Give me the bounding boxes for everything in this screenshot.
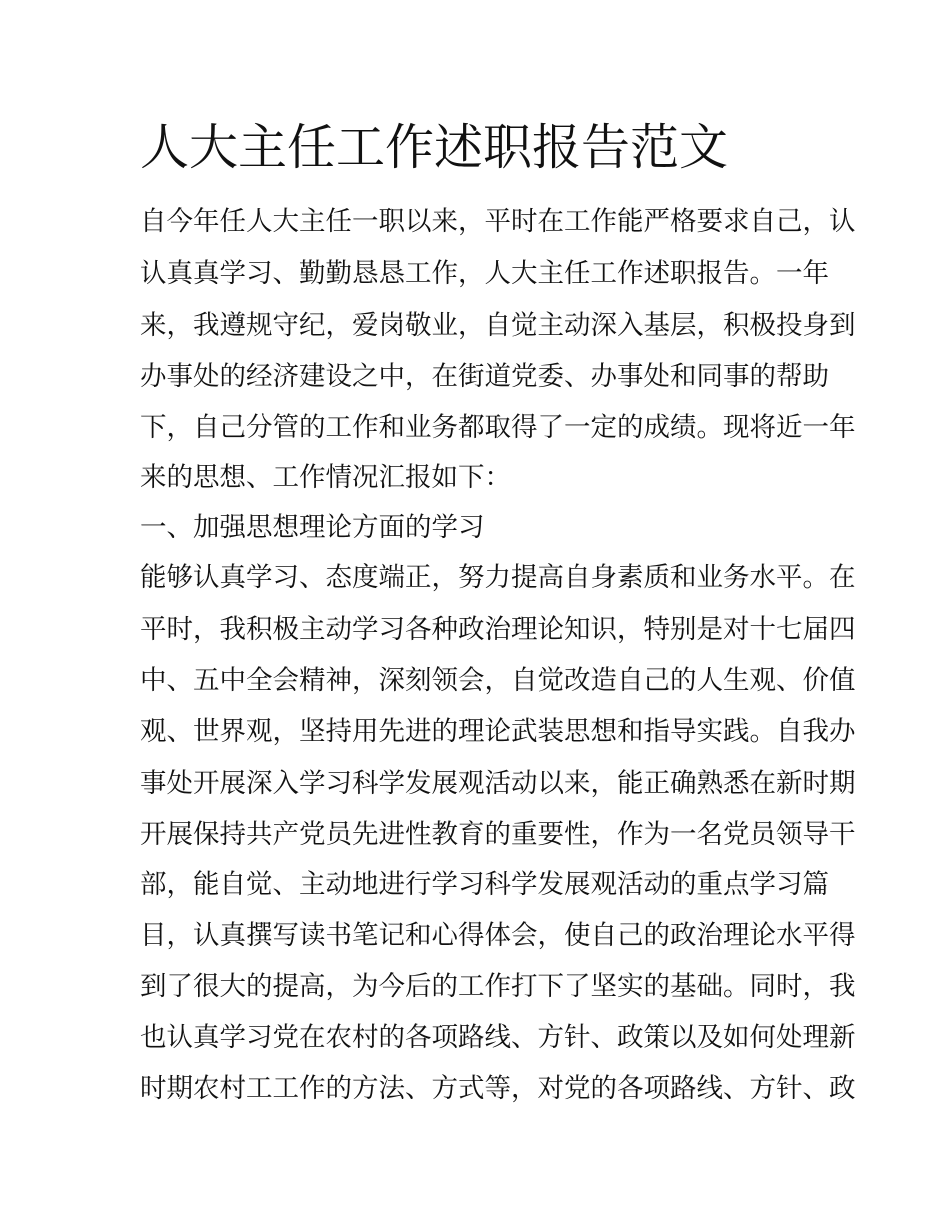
text-line: 下，自己分管的工作和业务都取得了一定的成绩。现将近一年 [140, 412, 856, 443]
text-line: 目，认真撰写读书笔记和心得体会，使自己的政治理论水平得 [140, 920, 856, 951]
section-heading: 一、加强思想理论方面的学习 [140, 512, 485, 543]
text-line: 时期农村工工作的方法、方式等，对党的各项路线、方针、政 [140, 1073, 856, 1104]
text-line: 中、五中全会精神，深刻领会，自觉改造自己的人生观、价值 [140, 665, 856, 696]
text-line: 办事处的经济建设之中，在街道党委、办事处和同事的帮助 [140, 361, 829, 392]
text-line: 开展保持共产党员先进性教育的重要性，作为一名党员领导干 [140, 819, 856, 850]
text-line: 平时，我积极主动学习各种政治理论知识，特别是对十七届四 [140, 614, 856, 645]
text-line: 来，我遵规守纪，爱岗敬业，自觉主动深入基层，积极投身到 [140, 310, 856, 341]
text-line: 部，能自觉、主动地进行学习科学发展观活动的重点学习篇 [140, 869, 829, 900]
text-line: 也认真学习党在农村的各项路线、方针、政策以及如何处理新 [140, 1022, 856, 1053]
text-line: 能够认真学习、态度端正，努力提高自身素质和业务水平。在 [140, 562, 856, 593]
text-line: 认真真学习、勤勤恳恳工作，人大主任工作述职报告。一年 [140, 258, 829, 289]
text-line: 观、世界观，坚持用先进的理论武装思想和指导实践。自我办 [140, 716, 856, 747]
text-line: 事处开展深入学习科学发展观活动以来，能正确熟悉在新时期 [140, 768, 856, 799]
text-line: 来的思想、工作情况汇报如下： [140, 462, 511, 493]
document-title: 人大主任工作述职报告范文 [140, 119, 729, 176]
text-line: 到了很大的提高，为今后的工作打下了坚实的基础。同时，我 [140, 971, 856, 1002]
text-line: 自今年任人大主任一职以来，平时在工作能严格要求自己，认 [140, 206, 856, 237]
